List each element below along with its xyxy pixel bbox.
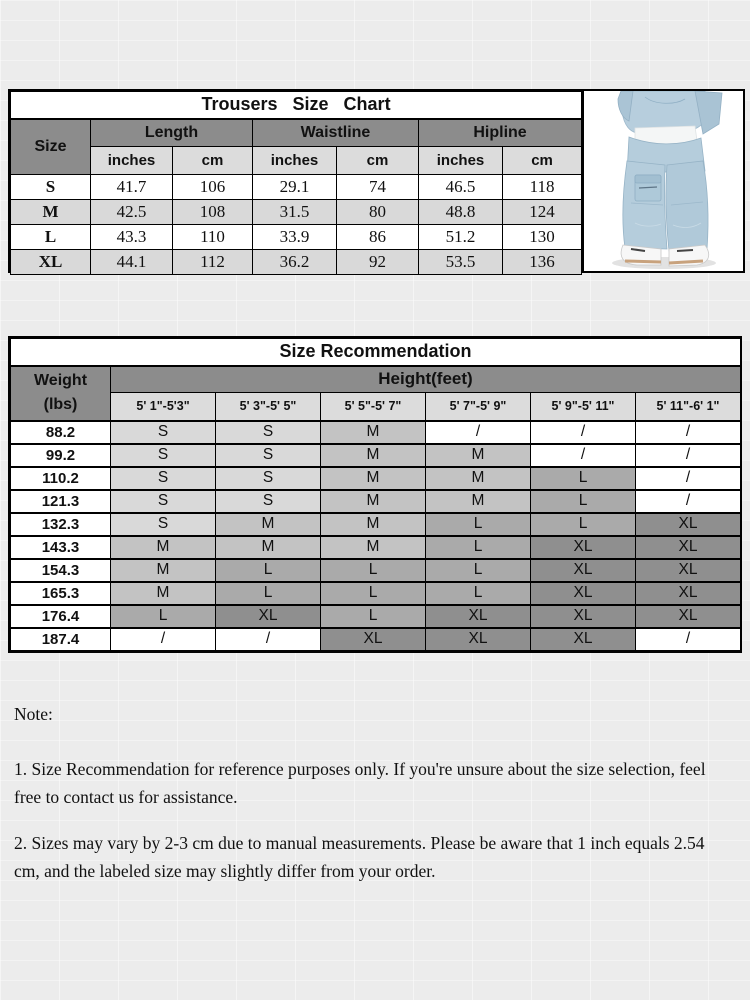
recommended-size-cell: /: [636, 490, 741, 513]
recommended-size-cell: L: [216, 582, 321, 605]
recommended-size-cell: /: [636, 421, 741, 444]
recommendation-row: [11, 536, 741, 559]
recommended-size-cell: L: [531, 490, 636, 513]
recommended-size-cell: L: [426, 536, 531, 559]
recommended-size-cell: M: [321, 421, 426, 444]
measurement-value: 130: [503, 225, 582, 250]
unit-header: inches: [419, 147, 503, 175]
recommended-size-cell: L: [321, 559, 426, 582]
size-chart-row: [11, 250, 582, 275]
recommended-size-cell: L: [531, 467, 636, 490]
recommended-size-cell: M: [216, 513, 321, 536]
height-range-header: 5' 1"-5'3": [111, 393, 216, 421]
unit-header: cm: [173, 147, 253, 175]
recommendation-row: [11, 444, 741, 467]
trousers-photo-illustration: [585, 91, 743, 271]
recommended-size-cell: /: [426, 421, 531, 444]
recommended-size-cell: /: [636, 444, 741, 467]
recommended-size-cell: L: [111, 605, 216, 628]
weight-value: 132.3: [11, 513, 111, 536]
recommended-size-cell: XL: [531, 628, 636, 651]
measurement-value: 46.5: [419, 175, 503, 200]
size-chart-row: [11, 200, 582, 225]
size-recommendation-table: [10, 338, 741, 651]
recommended-size-cell: XL: [531, 536, 636, 559]
height-range-header: 5' 7"-5' 9": [426, 393, 531, 421]
size-label: M: [11, 200, 91, 225]
size-chart-title: Trousers Size Chart: [11, 92, 582, 119]
recommended-size-cell: XL: [216, 605, 321, 628]
height-range-row: [11, 393, 741, 421]
measurement-value: 118: [503, 175, 582, 200]
recommended-size-cell: L: [426, 513, 531, 536]
weight-value: 110.2: [11, 467, 111, 490]
measurement-value: 110: [173, 225, 253, 250]
recommended-size-cell: L: [321, 582, 426, 605]
measurement-value: 48.8: [419, 200, 503, 225]
recommended-size-cell: L: [531, 513, 636, 536]
measurement-value: 74: [337, 175, 419, 200]
measurement-value: 31.5: [253, 200, 337, 225]
weight-value: 121.3: [11, 490, 111, 513]
weight-value: 154.3: [11, 559, 111, 582]
recommended-size-cell: XL: [531, 582, 636, 605]
unit-header: cm: [503, 147, 582, 175]
recommended-size-cell: L: [426, 559, 531, 582]
measurement-value: 43.3: [91, 225, 173, 250]
weight-column-header: [11, 366, 111, 421]
recommended-size-cell: XL: [531, 559, 636, 582]
measurement-group-row: [11, 119, 582, 147]
units-row: [11, 147, 582, 175]
hipline-group-header: Hipline: [419, 119, 582, 147]
recommended-size-cell: L: [321, 605, 426, 628]
recommended-size-cell: M: [321, 490, 426, 513]
note-item-1: 1. Size Recommendation for reference purposes only. If you're unsure about the size selection, feel free to contact us for assistance.: [14, 759, 706, 807]
notes-section: [14, 700, 726, 903]
weight-value: 143.3: [11, 536, 111, 559]
recommended-size-cell: M: [111, 536, 216, 559]
weight-value: 88.2: [11, 421, 111, 444]
recommended-size-cell: M: [426, 444, 531, 467]
size-label: XL: [11, 250, 91, 275]
recommended-size-cell: L: [426, 582, 531, 605]
jacket-flap: [695, 91, 722, 134]
recommended-size-cell: S: [111, 490, 216, 513]
recommended-size-cell: M: [321, 467, 426, 490]
recommended-size-cell: M: [111, 559, 216, 582]
recommendation-row: [11, 513, 741, 536]
recommended-size-cell: /: [531, 444, 636, 467]
unit-header: cm: [337, 147, 419, 175]
recommendation-row: [11, 605, 741, 628]
recommended-size-cell: S: [216, 444, 321, 467]
unit-header: inches: [91, 147, 173, 175]
recommended-size-cell: S: [216, 421, 321, 444]
measurement-value: 106: [173, 175, 253, 200]
measurement-value: 108: [173, 200, 253, 225]
height-range-header: 5' 5"-5' 7": [321, 393, 426, 421]
recommended-size-cell: /: [636, 628, 741, 651]
height-range-header: 5' 3"-5' 5": [216, 393, 321, 421]
recommended-size-cell: M: [321, 513, 426, 536]
recommended-size-cell: XL: [636, 513, 741, 536]
height-group-header: Height(feet): [111, 366, 741, 393]
measurement-value: 112: [173, 250, 253, 275]
weight-value: 187.4: [11, 628, 111, 651]
size-column-header: Size: [11, 119, 91, 175]
measurement-value: 124: [503, 200, 582, 225]
weight-label-line1: Weight: [33, 372, 88, 389]
recommended-size-cell: S: [216, 467, 321, 490]
weight-value: 165.3: [11, 582, 111, 605]
size-recommendation: [8, 336, 742, 653]
recommended-size-cell: XL: [531, 605, 636, 628]
note-item-2: 2. Sizes may vary by 2-3 cm due to manual measurements. Please be aware that 1 inch equals 2.54 cm, and the labeled size may slightly differ from your order.: [14, 833, 705, 881]
recommended-size-cell: XL: [636, 605, 741, 628]
size-chart-table: [10, 91, 582, 275]
size-chart-title-row: [11, 92, 582, 119]
size-chart-row: [11, 225, 582, 250]
recommendation-row: [11, 421, 741, 444]
height-group-row: [11, 366, 741, 393]
measurement-value: 92: [337, 250, 419, 275]
size-label: S: [11, 175, 91, 200]
weight-label-line2: (lbs): [43, 396, 78, 413]
recommended-size-cell: XL: [321, 628, 426, 651]
recommended-size-cell: S: [111, 444, 216, 467]
recommended-size-cell: M: [321, 536, 426, 559]
recommended-size-cell: /: [111, 628, 216, 651]
unit-header: inches: [253, 147, 337, 175]
recommended-size-cell: XL: [636, 582, 741, 605]
waistline-group-header: Waistline: [253, 119, 419, 147]
recommended-size-cell: L: [216, 559, 321, 582]
recommendation-row: [11, 490, 741, 513]
measurement-value: 42.5: [91, 200, 173, 225]
recommended-size-cell: /: [216, 628, 321, 651]
length-group-header: Length: [91, 119, 253, 147]
height-range-header: 5' 9"-5' 11": [531, 393, 636, 421]
recommendation-row: [11, 559, 741, 582]
recommended-size-cell: /: [636, 467, 741, 490]
recommended-size-cell: M: [321, 444, 426, 467]
measurement-value: 51.2: [419, 225, 503, 250]
size-chart-row: [11, 175, 582, 200]
recommended-size-cell: S: [216, 490, 321, 513]
notes-heading: Note:: [14, 704, 53, 724]
recommended-size-cell: S: [111, 513, 216, 536]
measurement-value: 86: [337, 225, 419, 250]
recommended-size-cell: XL: [426, 628, 531, 651]
measurement-value: 44.1: [91, 250, 173, 275]
height-range-header: 5' 11"-6' 1": [636, 393, 741, 421]
recommended-size-cell: M: [216, 536, 321, 559]
recommendation-row: [11, 467, 741, 490]
weight-value: 99.2: [11, 444, 111, 467]
weight-value: 176.4: [11, 605, 111, 628]
recommendation-title-row: [11, 339, 741, 366]
measurement-value: 53.5: [419, 250, 503, 275]
size-label: L: [11, 225, 91, 250]
measurement-value: 136: [503, 250, 582, 275]
recommended-size-cell: S: [111, 421, 216, 444]
trousers-right-leg: [665, 161, 707, 251]
measurement-value: 29.1: [253, 175, 337, 200]
recommended-size-cell: XL: [636, 536, 741, 559]
trousers-size-chart: [8, 89, 745, 273]
measurement-value: 36.2: [253, 250, 337, 275]
measurement-value: 33.9: [253, 225, 337, 250]
recommended-size-cell: /: [531, 421, 636, 444]
recommended-size-cell: XL: [426, 605, 531, 628]
measurement-value: 41.7: [91, 175, 173, 200]
size-recommendation-title: Size Recommendation: [11, 339, 741, 366]
recommended-size-cell: S: [111, 467, 216, 490]
recommended-size-cell: XL: [636, 559, 741, 582]
recommended-size-cell: M: [426, 490, 531, 513]
recommended-size-cell: M: [426, 467, 531, 490]
recommended-size-cell: M: [111, 582, 216, 605]
recommendation-row: [11, 582, 741, 605]
recommendation-row: [11, 628, 741, 651]
measurement-value: 80: [337, 200, 419, 225]
product-photo: [582, 91, 743, 271]
